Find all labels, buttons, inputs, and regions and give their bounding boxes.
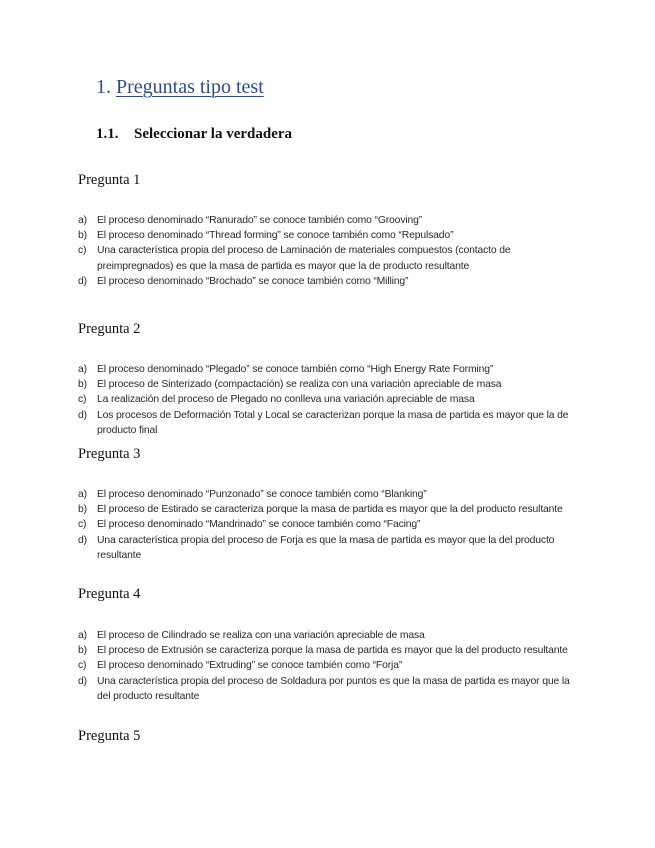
option-item: [78, 643, 583, 658]
question-title: Pregunta 2: [78, 321, 141, 337]
options-list: [78, 628, 583, 704]
option-item: [78, 674, 583, 704]
option-letter: d): [78, 409, 87, 421]
option-text: El proceso denominado “Brochado” se conoce también como “Milling”: [97, 275, 409, 287]
option-text: La realización del proceso de Plegado no conlleva una variación apreciable de masa: [97, 394, 475, 406]
option-text: El proceso denominado “Mandrinado” se conoce también como “Facing”: [97, 519, 421, 531]
option-item: [78, 377, 583, 392]
option-text: Los procesos de Deformación Total y Local se caracterizan porque la masa de partida es mayor que la de producto final: [97, 409, 569, 436]
option-letter: c): [78, 660, 87, 672]
option-letter: c): [78, 394, 87, 406]
option-text: El proceso denominado “Thread forming” se conoce también como “Repulsado”: [97, 230, 454, 242]
option-item: [78, 658, 583, 673]
option-item: [78, 487, 583, 502]
option-item: [78, 243, 583, 273]
option-letter: b): [78, 645, 87, 657]
option-letter: d): [78, 675, 87, 687]
question-title: Pregunta 5: [78, 728, 141, 744]
option-text: El proceso denominado “Punzonado” se conoce también como “Blanking”: [97, 489, 427, 500]
option-text: Una característica propia del proceso de Soldadura por puntos es que la masa de partida es mayor que la del producto resultante: [97, 675, 570, 702]
option-text: El proceso de Estirado se caracteriza porque la masa de partida es mayor que la del producto resultante: [97, 504, 563, 516]
option-letter: b): [78, 379, 87, 391]
option-letter: b): [78, 504, 87, 516]
option-item: [78, 533, 583, 563]
option-item: [78, 517, 583, 532]
section-heading: [96, 76, 264, 99]
option-text: El proceso denominado “Extruding” se conoce también como “Forja”: [97, 660, 403, 672]
option-letter: d): [78, 534, 87, 546]
option-item: [78, 362, 583, 377]
option-letter: c): [78, 245, 87, 257]
option-text: El proceso denominado “Plegado” se conoce también como “High Energy Rate Forming”: [97, 364, 494, 375]
option-letter: a): [78, 215, 87, 226]
option-text: El proceso de Sinterizado (compactación) se realiza con una variación apreciable de masa: [97, 379, 502, 391]
options-list: [78, 487, 583, 563]
option-item: [78, 502, 583, 517]
section-title: Preguntas tipo test: [116, 76, 264, 98]
option-letter: c): [78, 519, 87, 531]
option-text: El proceso de Extrusión se caracteriza porque la masa de partida es mayor que la del producto resultante: [97, 645, 568, 657]
option-item: [78, 392, 583, 407]
question-title: Pregunta 3: [78, 446, 141, 462]
option-text: Una característica propia del proceso de Laminación de materiales compuestos (contacto de preimpregnados) es que la masa de partida es mayor que la de producto resultante: [97, 245, 511, 272]
option-item: [78, 274, 583, 289]
options-list: [78, 213, 583, 289]
option-text: Una característica propia del proceso de Forja es que la masa de partida es mayor que la del producto resultante: [97, 534, 555, 561]
option-letter: b): [78, 230, 87, 242]
question-title: Pregunta 4: [78, 586, 141, 602]
option-letter: d): [78, 275, 87, 287]
option-letter: a): [78, 489, 87, 500]
option-text: El proceso denominado “Ranurado” se conoce también como “Grooving”: [97, 215, 423, 226]
subsection-number: 1.1.: [96, 126, 119, 142]
options-list: [78, 362, 583, 438]
subsection-title: Seleccionar la verdadera: [134, 126, 293, 142]
option-item: [78, 228, 583, 243]
option-item: [78, 213, 583, 228]
option-letter: a): [78, 630, 87, 641]
option-item: [78, 408, 583, 438]
option-item: [78, 628, 583, 643]
section-number: 1.: [96, 76, 111, 98]
question-title: Pregunta 1: [78, 172, 141, 188]
subsection-heading: [96, 126, 292, 143]
option-text: El proceso de Cilindrado se realiza con una variación apreciable de masa: [97, 630, 425, 641]
option-letter: a): [78, 364, 87, 375]
